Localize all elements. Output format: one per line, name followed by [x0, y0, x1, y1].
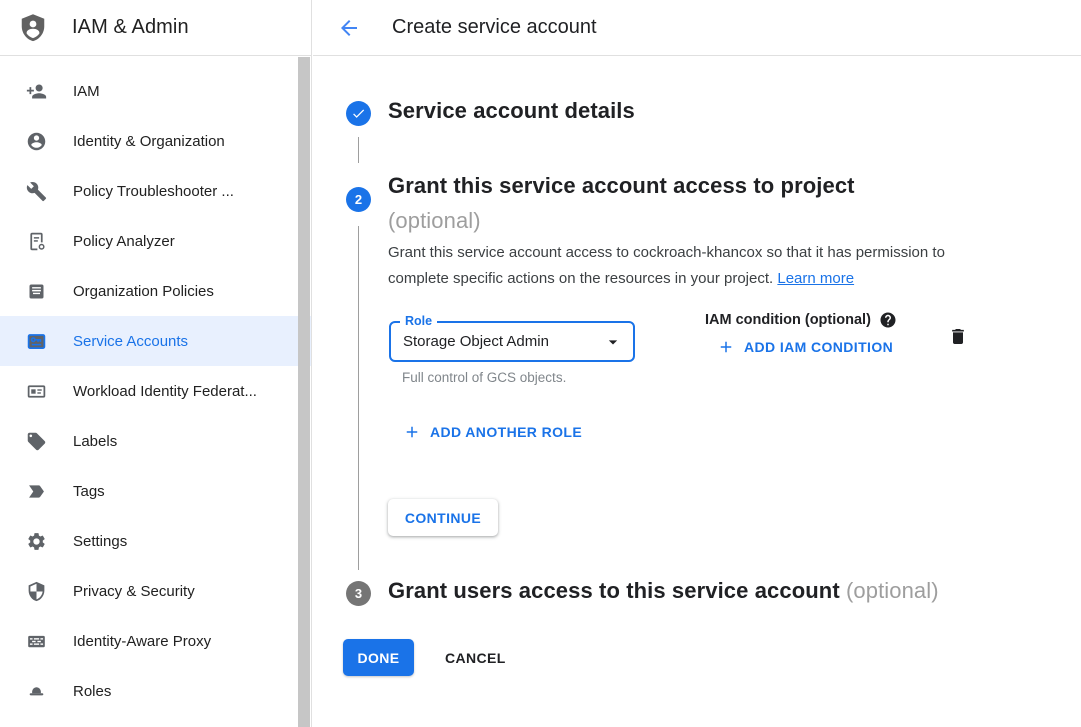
iam-condition-row — [705, 311, 897, 329]
back-arrow-icon[interactable] — [337, 16, 361, 40]
help-icon[interactable] — [879, 311, 897, 329]
gear-icon — [25, 530, 47, 552]
sidebar-item-identity-organization[interactable] — [0, 116, 311, 166]
sidebar-item-label: Policy Troubleshooter ... — [73, 182, 234, 200]
step1-title: Service account details — [388, 98, 635, 123]
step2-title — [388, 168, 988, 238]
step1-completed-check-icon — [346, 101, 371, 126]
sidebar-item-label: Policy Analyzer — [73, 232, 175, 250]
service-account-key-icon — [25, 330, 47, 352]
iam-condition-label: IAM condition (optional) — [705, 312, 871, 328]
sidebar-item-service-accounts[interactable] — [0, 316, 311, 366]
account-circle-icon — [25, 130, 47, 152]
iam-shield-logo-icon — [17, 12, 49, 44]
step2-number: 2 — [354, 192, 363, 207]
sidebar-item-label: Organization Policies — [73, 282, 214, 300]
sidebar-item-label: Settings — [73, 532, 128, 550]
sidebar-item-settings[interactable] — [0, 516, 311, 566]
step3-title — [388, 578, 1068, 604]
add-iam-condition-label: ADD IAM CONDITION — [744, 339, 894, 355]
badge-card-icon — [25, 380, 47, 402]
add-another-role-label: ADD ANOTHER ROLE — [430, 424, 583, 440]
learn-more-link[interactable]: Learn more — [777, 270, 855, 287]
step3-number: 3 — [354, 586, 363, 601]
sidebar-item-policy-troubleshooter[interactable] — [0, 166, 311, 216]
role-select-label: Role — [400, 314, 437, 329]
sidebar-item-label: Labels — [73, 432, 118, 450]
step2-optional-label: (optional) — [388, 208, 481, 233]
step3-number-badge — [346, 581, 371, 606]
sidebar-item-roles[interactable] — [0, 666, 311, 716]
step-connector-line — [358, 226, 359, 570]
sidebar-item-organization-policies[interactable] — [0, 266, 311, 316]
label-tag-icon — [25, 430, 47, 452]
person-add-icon — [25, 80, 47, 102]
shield-half-icon — [25, 580, 47, 602]
product-title: IAM & Admin — [72, 16, 189, 38]
delete-role-trash-icon[interactable] — [948, 326, 968, 347]
document-list-icon — [25, 280, 47, 302]
step2-description — [388, 240, 988, 292]
step3-title-text: Grant users access to this service account — [388, 578, 840, 603]
sidebar-item-tags[interactable] — [0, 466, 311, 516]
step2-number-badge — [346, 187, 371, 212]
sidebar-item-label: Privacy & Security — [73, 582, 195, 600]
sidebar-nav — [0, 56, 311, 716]
sidebar-item-label: Roles — [73, 682, 112, 700]
step2-title-text: Grant this service account access to project — [388, 173, 855, 198]
sidebar-item-labels[interactable] — [0, 416, 311, 466]
policy-analyzer-icon — [25, 230, 47, 252]
step-connector-line — [358, 137, 359, 163]
plus-icon — [403, 423, 421, 441]
sidebar-item-label: IAM — [73, 82, 100, 100]
role-select-value: Storage Object Admin — [403, 333, 549, 350]
add-another-role-button[interactable] — [403, 423, 582, 441]
hat-icon — [25, 680, 47, 702]
chevron-down-icon — [603, 332, 623, 352]
page-title: Create service account — [392, 16, 597, 38]
sidebar-item-label: Service Accounts — [73, 332, 189, 350]
done-button[interactable]: DONE — [343, 639, 414, 676]
role-helper-text: Full control of GCS objects. — [402, 370, 567, 385]
add-iam-condition-button[interactable] — [717, 338, 893, 356]
sidebar-item-label: Identity-Aware Proxy — [73, 632, 212, 650]
sidebar-scrollbar[interactable] — [298, 57, 310, 727]
step3-optional-label: (optional) — [845, 578, 939, 603]
iap-grid-icon — [25, 630, 47, 652]
sidebar-item-label: Workload Identity Federat... — [73, 382, 257, 400]
main-header — [313, 0, 1081, 56]
sidebar-item-label: Identity & Organization — [73, 132, 225, 150]
wrench-icon — [25, 180, 47, 202]
sidebar — [0, 0, 312, 727]
cancel-button[interactable]: CANCEL — [433, 639, 518, 676]
create-service-account-form — [313, 57, 1081, 727]
tag-arrow-icon — [25, 480, 47, 502]
sidebar-item-workload-identity-federation[interactable] — [0, 366, 311, 416]
sidebar-item-identity-aware-proxy[interactable] — [0, 616, 311, 666]
sidebar-item-label: Tags — [73, 482, 105, 500]
plus-icon — [717, 338, 735, 356]
sidebar-item-policy-analyzer[interactable] — [0, 216, 311, 266]
step2-description-text: Grant this service account access to cockroach-khancox so that it has permission to complete specific actions on the resources in your project. — [388, 244, 945, 287]
sidebar-header — [0, 0, 311, 56]
role-select[interactable] — [389, 314, 635, 362]
sidebar-item-privacy-security[interactable] — [0, 566, 311, 616]
continue-button[interactable]: CONTINUE — [388, 499, 498, 536]
sidebar-item-iam[interactable] — [0, 66, 311, 116]
